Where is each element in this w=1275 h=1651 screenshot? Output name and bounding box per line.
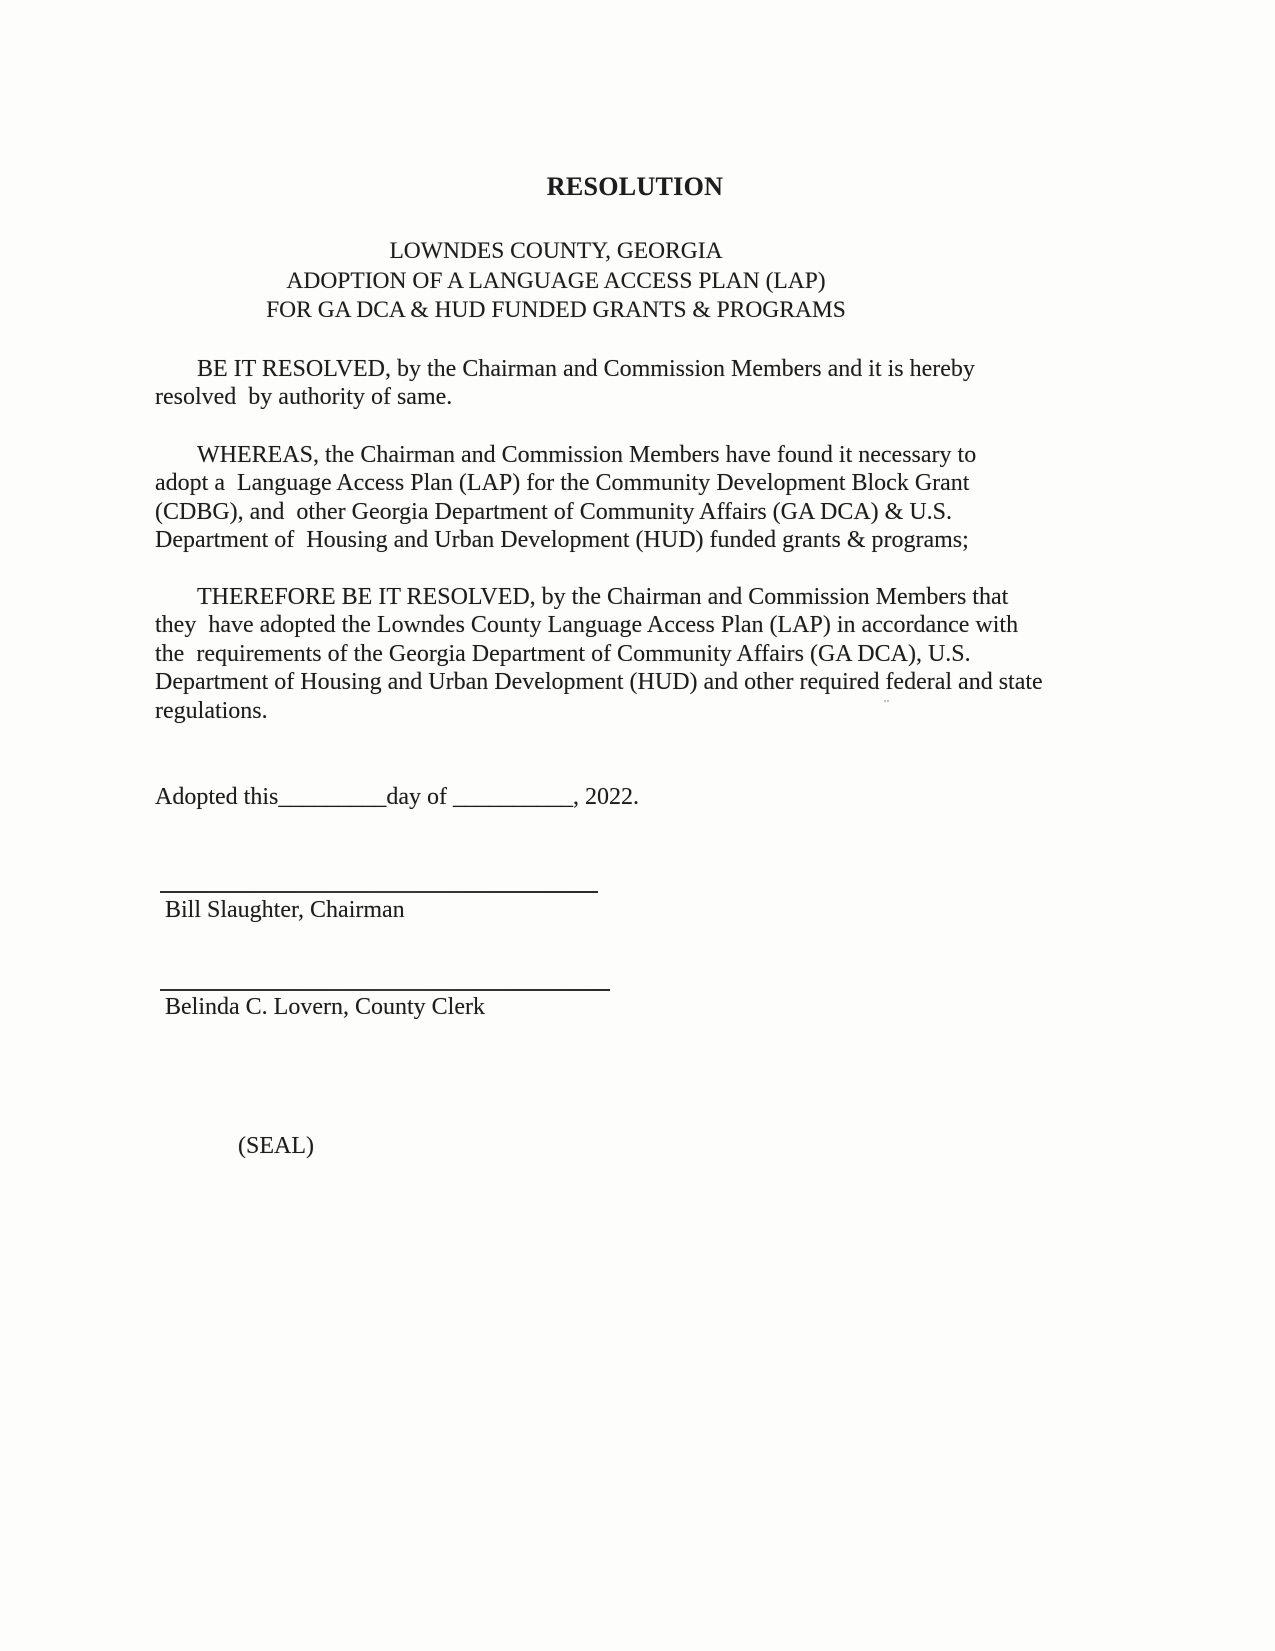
paragraph-therefore: THEREFORE BE IT RESOLVED, by the Chairman and Commission Members that they have adopted the Lowndes County Language Access Plan (LAP) in accordance with the requirements of the Georgia Department of Community Affairs (GA DCA), U.S. Department of Housing and Urban Development (HUD) and other required federal and state regulations. bbox=[155, 584, 1043, 724]
paragraph-whereas: WHEREAS, the Chairman and Commission Members have found it necessary to adopt a Language Access Plan (LAP) for the Community Development Block Grant (CDBG), and other Georgia Department of Community Affairs (GA DCA) & U.S. Department of Housing and Urban Development (HUD) funded grants & programs; bbox=[155, 442, 977, 554]
document-title: RESOLUTION bbox=[546, 172, 724, 201]
signature-name-county-clerk: Belinda C. Lovern, County Clerk bbox=[165, 994, 485, 1020]
seal-label: (SEAL) bbox=[238, 1133, 314, 1159]
scan-artifact-speck: '' bbox=[884, 698, 890, 710]
signature-line-chairman bbox=[160, 891, 598, 893]
signature-name-chairman: Bill Slaughter, Chairman bbox=[165, 897, 405, 923]
document-subtitle-block: LOWNDES COUNTY, GEORGIA ADOPTION OF A LANGUAGE ACCESS PLAN (LAP) FOR GA DCA & HUD FUNDED GRANTS & PROGRAMS bbox=[266, 238, 846, 323]
adoption-date-line: Adopted this_________day of __________, 2022. bbox=[155, 784, 639, 810]
paragraph-be-it-resolved: BE IT RESOLVED, by the Chairman and Commission Members and it is hereby resolved by authority of same. bbox=[155, 356, 975, 411]
signature-line-county-clerk bbox=[160, 989, 610, 991]
